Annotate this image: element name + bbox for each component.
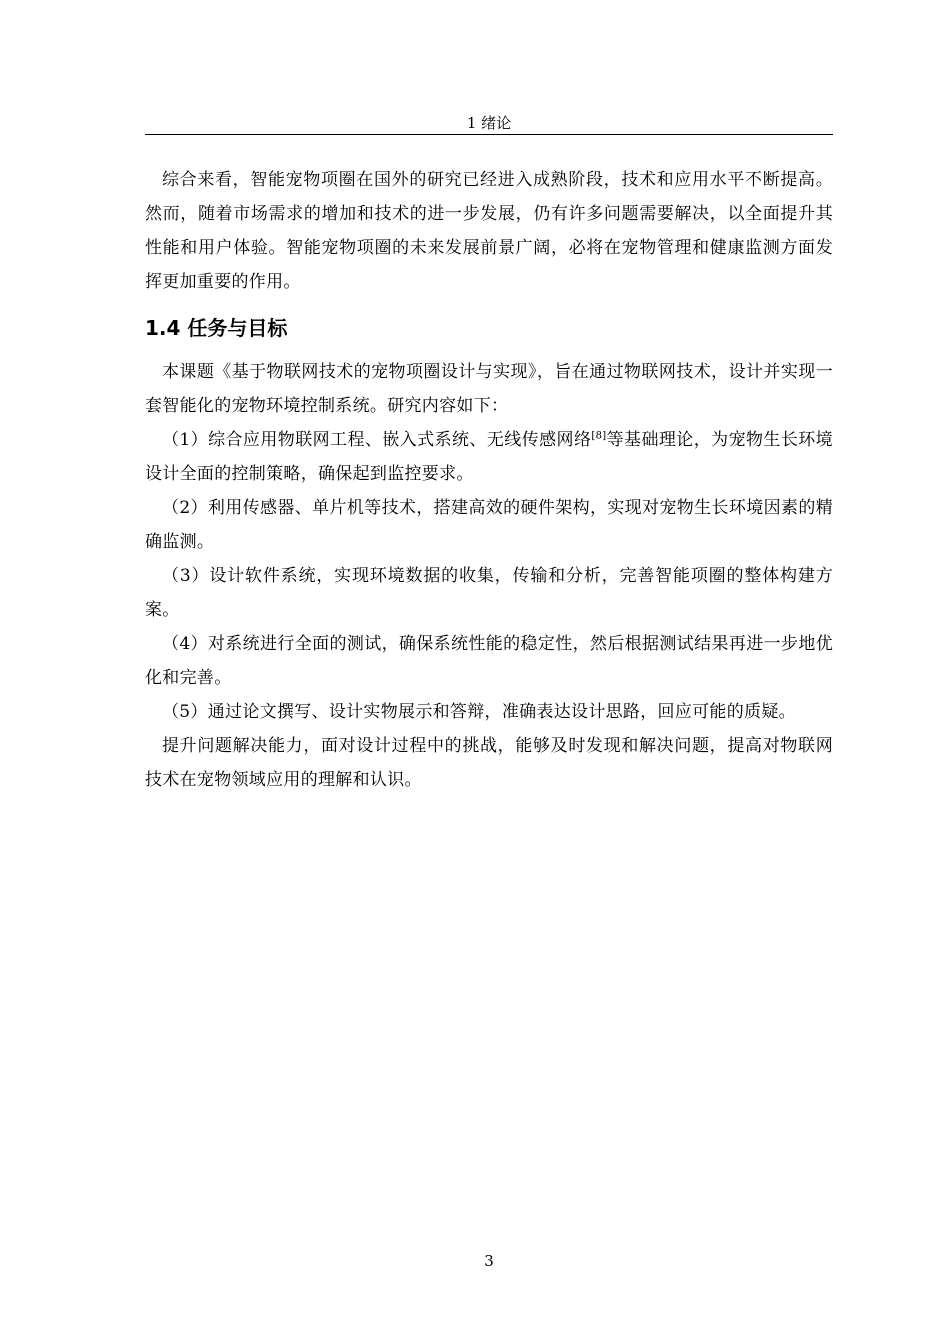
task-item-3: （3）设计软件系统，实现环境数据的收集，传输和分析，完善智能项圈的整体构建方案。: [145, 566, 833, 620]
intro-paragraph: 综合来看，智能宠物项圈在国外的研究已经进入成熟阶段，技术和应用水平不断提高。然而，随着市场需求的增加和技术的进一步发展，仍有许多问题需要解决，以全面提升其性能和用户体验。智能宠物项圈的未来发展前景广阔，必将在宠物管理和健康监测方面发挥更加重要的作用。: [145, 170, 833, 292]
task-item-1-text: （1）综合应用物联网工程、嵌入式系统、无线传感网络: [162, 430, 592, 450]
section-intro-paragraph: 本课题《基于物联网技术的宠物项圈设计与实现》，旨在通过物联网技术，设计并实现一套智能化的宠物环境控制系统。研究内容如下：: [145, 362, 833, 416]
header-rule: [145, 134, 833, 135]
task-item-5: （5）通过论文撰写、设计实物展示和答辩，准确表达设计思路，回应可能的质疑。: [162, 702, 796, 722]
citation-reference: [8]: [591, 430, 607, 442]
task-item-1: [145, 423, 833, 491]
task-item-2: （2）利用传感器、单片机等技术，搭建高效的硬件架构，实现对宠物生长环境因素的精确监测。: [145, 498, 833, 552]
task-item-4: （4）对系统进行全面的测试，确保系统性能的稳定性，然后根据测试结果再进一步地优化和完善。: [145, 634, 833, 688]
section-heading: 1.4 任务与目标: [145, 316, 288, 340]
closing-paragraph: 提升问题解决能力，面对设计过程中的挑战，能够及时发现和解决问题，提高对物联网技术在宠物领域应用的理解和认识。: [145, 736, 833, 790]
running-header: 1 绪论: [466, 114, 512, 132]
body-text: [145, 163, 833, 797]
page-number: 3: [484, 1252, 494, 1270]
task-item-1-text-continued: 等基础理论，为宠物生长环境设计全面的控制策略，确保起到监控要求。: [145, 430, 833, 484]
